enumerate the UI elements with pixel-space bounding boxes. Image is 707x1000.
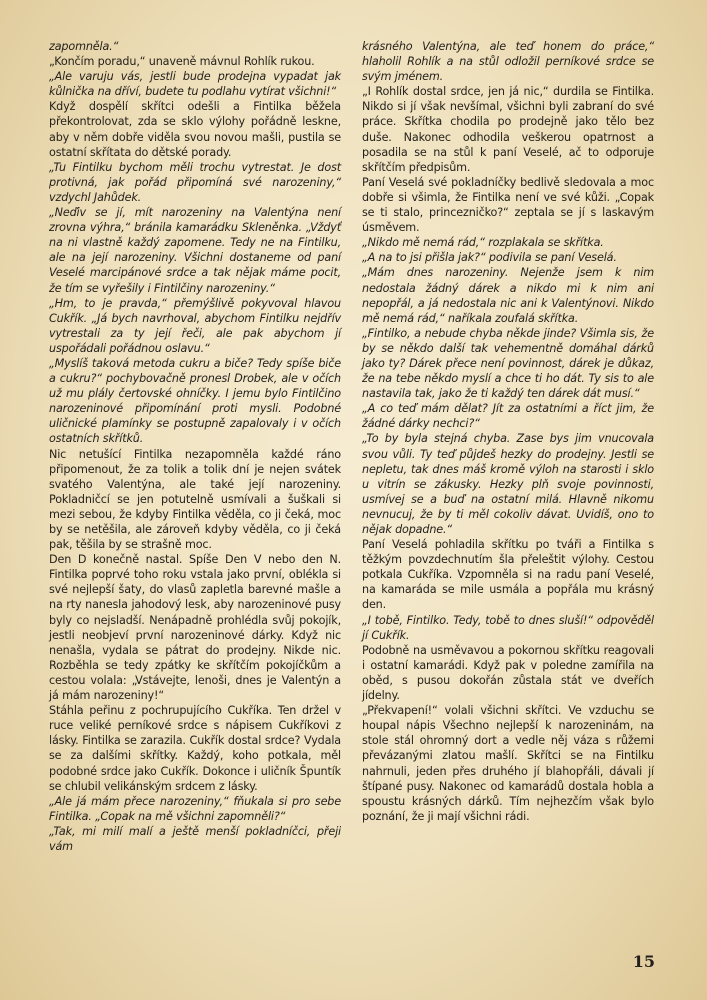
paragraph: „Hm, to je pravda,“ přemýšlivě pokyvoval hlavou Cukřík. „Já bych navrhoval, abychom Fintilku nejdřív vytrestali za ty její řeči, ale pak abychom jí uspořádali pořádnou oslavu.“ (49, 296, 341, 355)
paragraph: krásného Valentýna, ale teď honem do práce,“ hlaholil Rohlík a na stůl odložil perníkové srdce se svým jménem. (362, 40, 654, 84)
paragraph: „Tu Fintilku bychom měli trochu vytrestat. Je dost protivná, jak pořád připomíná své narozeniny,“ vzdychl Jahůdek. (49, 160, 341, 204)
paragraph: „Ale varuju vás, jestli bude prodejna vypadat jak kůlnička na dříví, budete tu podlahu vytírat všichni!“ (49, 70, 341, 99)
text-column-right (362, 39, 654, 824)
paragraph: Stáhla peřinu z pochrupujícího Cukříka. Ten držel v ruce veliké perníkové srdce s nápisem Cukříkovi z lásky. Fintilka se zarazila. Cukřík dostal srdce? Vydala se za dalšími skřítky. Každý, koho potkala, měl podobné srdce jako Cukřík. Dokonce i uličník Špuntík se chlubil velikánským srdcem z lásky. (49, 704, 341, 793)
page-number: 15 (632, 952, 655, 971)
paragraph: „Neďiv se jí, mít narozeniny na Valentýna není zrovna výhra,“ bránila kamarádku Skleněnka. „Vždyť na ni vlastně každý zapomene. Tedy ne na Fintilku, ale na její narozeniny. Všichni dostaneme od paní Veselé marcipánové srdce a tak nějak máme pocit, že tím se vyřešily i Fintilčiny narozeniny.“ (49, 206, 341, 295)
paragraph: „I Rohlík dostal srdce, jen já nic,“ durdila se Fintilka. Nikdo si jí však nevšímal, všichni byli zabraní do své práce. Skřítka chodila po prodejně jako tělo bez duše. Nakonec odhodila veškerou opatrnost a posadila se na stůl k paní Veselé, ač to odporuje skřítčím předpisům. (362, 85, 654, 174)
paragraph: Paní Veselá své pokladníčky bedlivě sledovala a moc dobře si všimla, že Fintilka není ve své kůži. „Copak se ti stalo, princezničko?“ zeptala se jí s laskavým úsměvem. (362, 175, 654, 235)
paragraph: „Fintilko, a nebude chyba někde jinde? Všimla sis, že by se někdo další tak vehementně domáhal dárků jako ty? Dárek přece není povinnost, dárek je důkaz, že na tebe někdo myslí a chce ti ho dát. Ty sis to ale nastavila tak, jako že ti každý ten dárek dát musí.“ (362, 326, 654, 401)
paragraph: „To by byla stejná chyba. Zase bys jim vnucovala svou vůli. Ty teď půjdeš hezky do prodejny. Jestli se nepletu, tak dnes máš kromě výloh na starosti i sklo u vitrín se zákusky. Hezky plň svoje povinnosti, usmívej se a buď na ostatní milá. Hlavně nikomu nevnucuj, že by ti měl cokoliv dávat. Uvidíš, ono to nějak dopadne.“ (362, 432, 654, 536)
paragraph: „A co teď mám dělat? Jít za ostatními a říct jim, že žádné dárky nechci?“ (362, 402, 654, 431)
paragraph: Den D konečně nastal. Spíše Den V nebo den N. Fintilka poprvé toho roku vstala jako první, oblékla si své nejlepší šaty, do vlasů zapletla barevné mašle a na rty nanesla jahodový lesk, aby narozeninové pusy byly co nejsladší. Nenápadně prohlédla svůj pokojík, jestli neobjeví první narozeninové dárky. Když nic nenašla, vydala se pátrat do prodejny. Nikde nic. Rozběhla se tedy zpátky ke skřítčím pokojíčkům a cestou volala: „Vstávejte, lenoši, dnes je Valentýn a já mám narozeniny!“ (49, 553, 341, 703)
paragraph: „Mám dnes narozeniny. Nejenže jsem k nim nedostala žádný dárek a nikdo mi k nim ani nepopřál, a já nedostala nic ani k Valentýnovi. Nikdo mě nemá rád,“ naříkala zoufalá skřítka. (362, 266, 654, 325)
paragraph: Paní Veselá pohladila skřítku po tváři a Fintilka s těžkým povzdechnutím šla přeleštit výlohy. Cestou potkala Cukříka. Vzpomněla si na radu paní Veselé, na kamaráda se mile usmála a popřála mu krásný den. (362, 538, 654, 612)
text-column-left (49, 39, 341, 854)
paragraph: „Ale já mám přece narozeniny,“ fňukala si pro sebe Fintilka. „Copak na mě všichni zapomněli?“ (49, 794, 341, 823)
paragraph: Když dospělí skřítci odešli a Fintilka běžela překontrolovat, zda se sklo výlohy pořádně leskne, aby v něm dobře viděla svou novou mašli, pustila se ostatní skřítata do dětské porady. (49, 100, 341, 159)
paragraph: „Myslíš taková metoda cukru a biče? Tedy spíše biče a cukru?“ pochybovačně pronesl Drobek, ale v očích už mu plály čertovské ohníčky. I jemu bylo Fintilčino narozeninové připomínání proti mysli. Podobné uličnické plamínky se postupně zapalovaly i v očích ostatních skřítků. (49, 356, 341, 446)
paragraph: „Končím poradu,“ unaveně mávnul Rohlík rukou. (49, 55, 315, 69)
paragraph: „Nikdo mě nemá rád,“ rozplakala se skřítka. (362, 236, 604, 250)
paragraph: zapomněla.“ (49, 40, 119, 53)
paragraph: „A na to jsi přišla jak?“ podivila se paní Veselá. (362, 251, 617, 265)
paragraph: Podobně na usměvavou a pokornou skřítku reagovali i ostatní kamarádi. Když pak v poledne zamířila na oběd, s pusou dokořán zůstala stát ve dveřích jídelny. (362, 643, 654, 703)
paragraph: Nic netušící Fintilka nezapomněla každé ráno připomenout, že za tolik a tolik dní je nejen svátek svatého Valentýna, ale také její narozeniny. Pokladničcí se jen potutelně usmívali a šuškali si mezi sebou, že kdyby Fintilka věděla, co ji čeká, moc by se netěšila, ale zároveň kdyby věděla, co ji čeká pak, těšila by se strašně moc. (49, 447, 341, 552)
paragraph: „Tak, mi milí malí a ještě menší pokladníčci, přeji vám (49, 824, 341, 853)
paragraph: „I tobě, Fintilko. Tedy, tobě to dnes sluší!“ odpověděl jí Cukřík. (362, 613, 654, 642)
paragraph: „Překvapení!“ volali všichni skřítci. Ve vzduchu se houpal nápis Všechno nejlepší k narozeninám, na stole stál ohromný dort a vedle něj váza s růžemi převázanými zlatou mašlí. Skřítci se na Fintilku nahrnuli, jeden přes druhého jí blahopřáli, dávali jí štípané pusy. Nakonec od kamarádů dostala hobla a spoustu krásných dárků. Tím nejhezčím však bylo poznání, že ji mají všichni rádi. (362, 704, 654, 823)
